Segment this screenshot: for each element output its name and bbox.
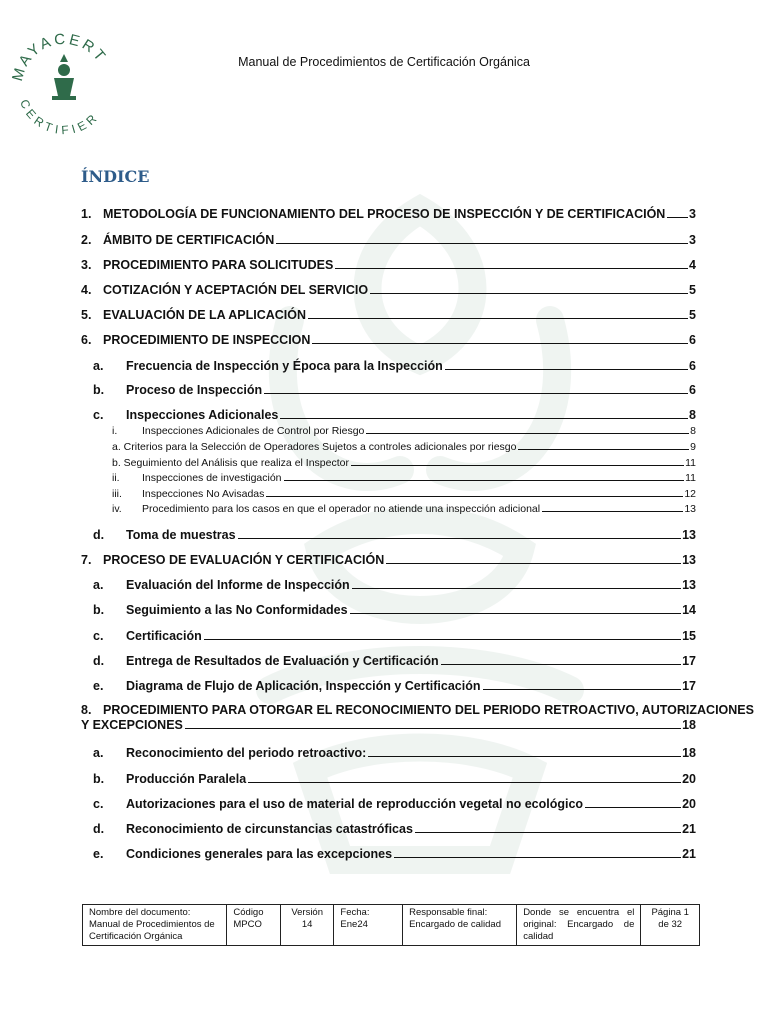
toc-leader <box>445 369 688 370</box>
toc-entry-page: 20 <box>682 797 696 811</box>
toc-entry[interactable] <box>112 488 696 500</box>
toc-entry-page: 15 <box>682 629 696 643</box>
toc-entry-number: 8. <box>81 703 92 717</box>
toc-entry-label: Inspecciones No Avisadas <box>142 488 265 500</box>
toc-entry[interactable] <box>81 283 696 297</box>
toc-entry-number: 5. <box>81 308 92 322</box>
toc-entry-label: a. Criterios para la Selección de Operadores Sujetos a controles adicionales por riesgo <box>112 441 517 453</box>
toc-entry-page: 20 <box>682 772 696 786</box>
toc-entry-page: 18 <box>682 718 696 732</box>
mayacert-logo <box>8 26 120 138</box>
toc-entry-number: 4. <box>81 283 92 297</box>
toc-leader <box>204 639 681 640</box>
toc-leader <box>386 563 681 564</box>
toc-entry[interactable] <box>93 679 696 693</box>
toc-leader <box>264 393 688 394</box>
toc-leader <box>276 243 688 244</box>
toc-leader <box>284 480 685 481</box>
toc-entry-label: EVALUACIÓN DE LA APLICACIÓN <box>103 308 307 322</box>
toc-entry-page: 8 <box>689 408 696 422</box>
toc-entry-page: 6 <box>689 333 696 347</box>
toc-entry-page: 5 <box>689 283 696 297</box>
document-control-table <box>82 904 700 946</box>
toc-entry[interactable] <box>112 441 696 453</box>
toc-leader <box>280 418 688 419</box>
toc-entry-page: 11 <box>685 472 696 484</box>
toc-entry-number: c. <box>93 629 104 643</box>
toc-entry-page: 17 <box>682 679 696 693</box>
toc-entry[interactable] <box>81 703 754 732</box>
toc-entry[interactable] <box>81 258 696 272</box>
toc-entry-number: 6. <box>81 333 92 347</box>
toc-entry-number: 3. <box>81 258 92 272</box>
toc-leader <box>352 588 681 589</box>
toc-entry-page: 14 <box>682 603 696 617</box>
toc-entry-label: Procedimiento para los casos en que el operador no atiende una inspección adicional <box>142 503 541 515</box>
toc-entry-label: METODOLOGÍA DE FUNCIONAMIENTO DEL PROCESO DE INSPECCIÓN Y DE CERTIFICACIÓN <box>103 207 666 221</box>
toc-entry-label: PROCESO DE EVALUACIÓN Y CERTIFICACIÓN <box>103 553 385 567</box>
toc-entry-page: 13 <box>682 553 696 567</box>
toc-entry-label: Certificación <box>126 629 202 643</box>
toc-heading: ÍNDICE <box>81 167 150 186</box>
toc-leader <box>483 689 682 690</box>
page-number-cell: Página 1 de 32 <box>641 905 700 946</box>
toc-entry-number: c. <box>93 408 104 422</box>
toc-leader <box>394 857 681 858</box>
toc-entry[interactable] <box>93 654 696 668</box>
toc-entry-label: Producción Paralela <box>126 772 247 786</box>
code-cell: Código MPCO <box>227 905 281 946</box>
toc-leader <box>370 293 688 294</box>
toc-entry[interactable] <box>112 472 696 484</box>
toc-entry-page: 17 <box>682 654 696 668</box>
toc-entry-number: iv. <box>112 503 122 515</box>
toc-entry-label: Proceso de Inspección <box>126 383 263 397</box>
toc-entry-page: 21 <box>682 822 696 836</box>
toc-leader <box>185 728 681 729</box>
toc-entry[interactable] <box>112 425 696 437</box>
toc-entry-number: b. <box>93 603 105 617</box>
toc-leader <box>667 217 688 218</box>
toc-entry-page: 6 <box>689 383 696 397</box>
toc-entry-label: Seguimiento a las No Conformidades <box>126 603 348 617</box>
toc-entry[interactable] <box>93 847 696 861</box>
toc-entry-label: Diagrama de Flujo de Aplicación, Inspección y Certificación <box>126 679 481 693</box>
toc-entry-label: Frecuencia de Inspección y Época para la Inspección <box>126 359 443 373</box>
toc-entry-page: 13 <box>682 578 696 592</box>
toc-entry-page: 11 <box>685 457 696 469</box>
toc-entry-label-continued: Y EXCEPCIONES <box>81 718 183 732</box>
toc-entry-label: Entrega de Resultados de Evaluación y Certificación <box>126 654 439 668</box>
svg-text:MAYACERT: MAYACERT <box>8 30 111 83</box>
toc-leader <box>518 449 689 450</box>
toc-leader <box>266 496 683 497</box>
toc-leader <box>350 613 682 614</box>
toc-entry-page: 9 <box>690 441 696 453</box>
toc-entry[interactable] <box>81 333 696 347</box>
toc-entry-number: i. <box>112 425 118 437</box>
toc-entry[interactable] <box>93 746 696 760</box>
toc-leader <box>441 664 682 665</box>
toc-entry[interactable] <box>81 553 696 567</box>
toc-entry-label: Inspecciones de investigación <box>142 472 282 484</box>
toc-entry-number: d. <box>93 822 105 836</box>
toc-entry-label: PROCEDIMIENTO PARA SOLICITUDES <box>103 258 334 272</box>
toc-leader <box>351 465 684 466</box>
toc-entry-number: 2. <box>81 233 92 247</box>
toc-entry[interactable] <box>93 359 696 373</box>
toc-entry[interactable] <box>112 457 696 469</box>
toc-entry-page: 8 <box>690 425 696 437</box>
date-cell: Fecha: Ene24 <box>334 905 403 946</box>
toc-entry[interactable] <box>93 822 696 836</box>
svg-text:CERTIFIER: CERTIFIER <box>16 97 103 138</box>
toc-entry-label: Reconocimiento de circunstancias catastróficas <box>126 822 413 836</box>
toc-entry-label: ÁMBITO DE CERTIFICACIÓN <box>103 233 275 247</box>
toc-entry-label: Reconocimiento del periodo retroactivo: <box>126 746 367 760</box>
version-cell: Versión 14 <box>280 905 334 946</box>
toc-entry-page: 13 <box>682 528 696 542</box>
toc-entry-page: 13 <box>684 503 696 515</box>
toc-entry-number: a. <box>93 359 104 373</box>
toc-entry-label: Autorizaciones para el uso de material de reproducción vegetal no ecológico <box>126 797 584 811</box>
toc-entry-label: b. Seguimiento del Análisis que realiza el Inspector <box>112 457 349 469</box>
toc-entry-label: Evaluación del Informe de Inspección <box>126 578 350 592</box>
toc-leader <box>415 832 681 833</box>
toc-entry-label: Inspecciones Adicionales de Control por Riesgo <box>142 425 365 437</box>
toc-entry-page: 12 <box>684 488 696 500</box>
toc-entry-label: Inspecciones Adicionales <box>126 408 279 422</box>
toc-entry-label: COTIZACIÓN Y ACEPTACIÓN DEL SERVICIO <box>103 283 369 297</box>
original-location-cell: Donde se encuentra el original: Encargado de calidad <box>517 905 641 946</box>
toc-entry[interactable] <box>93 797 696 811</box>
toc-entry-number: e. <box>93 847 104 861</box>
toc-entry-page: 18 <box>682 746 696 760</box>
toc-leader <box>542 511 683 512</box>
toc-entry-number: e. <box>93 679 104 693</box>
toc-entry[interactable] <box>81 308 696 322</box>
toc-entry-label: Condiciones generales para las excepciones <box>126 847 393 861</box>
toc-entry-page: 3 <box>689 233 696 247</box>
responsible-cell: Responsable final: Encargado de calidad <box>403 905 517 946</box>
toc-leader <box>248 782 681 783</box>
doc-name-cell: Nombre del documento: Manual de Procedimientos de Certificación Orgánica <box>83 905 227 946</box>
toc-leader <box>585 807 681 808</box>
toc-entry-page: 4 <box>689 258 696 272</box>
document-header-title: Manual de Procedimientos de Certificación Orgánica <box>238 55 530 69</box>
toc-entry-number: b. <box>93 772 105 786</box>
toc-leader <box>308 318 688 319</box>
toc-entry-page: 3 <box>689 207 696 221</box>
toc-entry[interactable] <box>112 503 696 515</box>
toc-entry-number: a. <box>93 746 104 760</box>
toc-entry-number: iii. <box>112 488 122 500</box>
toc-entry[interactable] <box>93 528 696 542</box>
toc-entry[interactable] <box>93 578 696 592</box>
toc-entry-page: 5 <box>689 308 696 322</box>
toc-entry-label: PROCEDIMIENTO PARA OTORGAR EL RECONOCIMIENTO DEL PERIODO RETROACTIVO, AUTORIZACIONES <box>103 703 754 717</box>
toc-entry-number: b. <box>93 383 105 397</box>
toc-leader <box>238 538 682 539</box>
toc-entry-label: PROCEDIMIENTO DE INSPECCION <box>103 333 311 347</box>
toc-entry-number: ii. <box>112 472 120 484</box>
toc-entry-number: c. <box>93 797 104 811</box>
toc-leader <box>335 268 688 269</box>
toc-entry-label: Toma de muestras <box>126 528 236 542</box>
toc-entry-number: d. <box>93 528 105 542</box>
toc-entry[interactable] <box>81 207 696 221</box>
toc-entry-number: 1. <box>81 207 92 221</box>
toc-entry[interactable] <box>81 233 696 247</box>
toc-leader <box>312 343 688 344</box>
toc-entry[interactable] <box>93 772 696 786</box>
toc-entry-number: d. <box>93 654 105 668</box>
toc-entry-page: 6 <box>689 359 696 373</box>
toc-entry-page: 21 <box>682 847 696 861</box>
toc-entry[interactable] <box>93 383 696 397</box>
toc-entry-number: 7. <box>81 553 92 567</box>
toc-entry-number: a. <box>93 578 104 592</box>
toc-entry[interactable] <box>93 408 696 422</box>
toc-leader <box>366 433 689 434</box>
toc-leader <box>368 756 681 757</box>
toc-entry[interactable] <box>93 629 696 643</box>
toc-entry[interactable] <box>93 603 696 617</box>
